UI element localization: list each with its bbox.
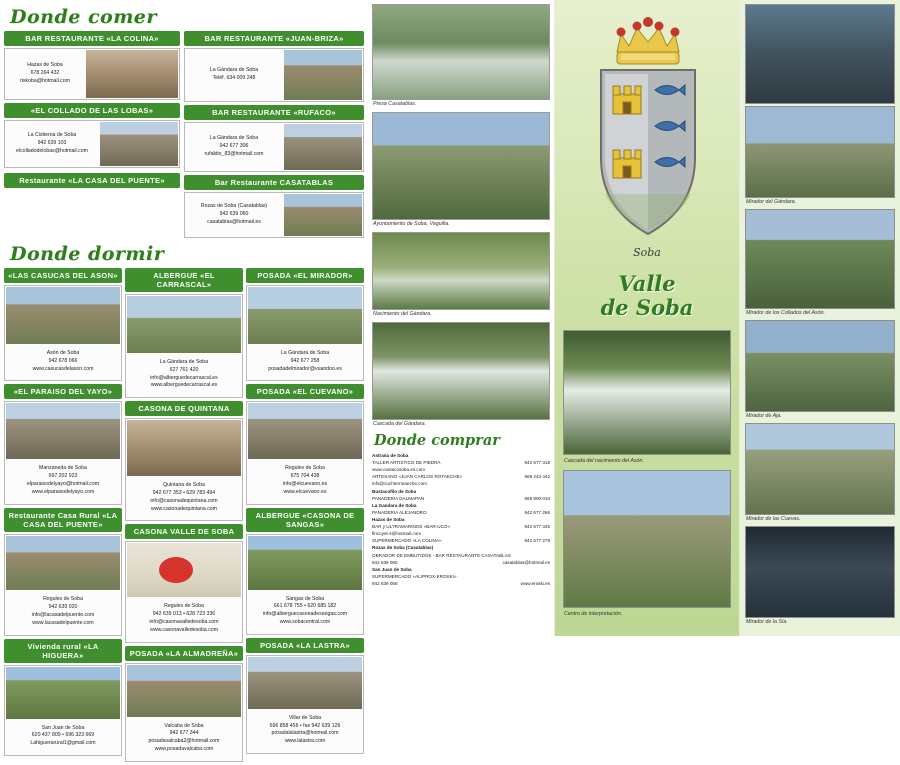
sleep-header-6: Restaurante Casa Rural «LA CASA DEL PUENTE» (4, 508, 122, 533)
eat-line: 942 639 103 (37, 140, 67, 147)
sleep-line: 942 639 013 • 628 723 336 (152, 611, 216, 618)
shop-detail: SUPERMERCADO «ALIPROX-EROSKI» (372, 573, 457, 579)
eat-line: Teléf. 634 009 248 (212, 75, 256, 81)
sleep-line: 697 202 923 (48, 473, 78, 480)
shop-detail: PANADERIA ALEJANDRO (372, 509, 427, 515)
sleep-card-9[interactable] (4, 665, 122, 756)
soba-label: Soba (633, 246, 661, 259)
sleep-contact-8 (248, 590, 362, 633)
sleep-line: San Juan de Soba (41, 724, 85, 731)
caption-presa: Presa Casatablas. (373, 101, 417, 107)
sleep-contact-6 (6, 590, 120, 633)
sleep-photo-1 (127, 296, 241, 353)
shop-detail: SUPERMERCADO «LA COLINA» (372, 538, 442, 544)
eat-header-2: Restaurante «LA CASA DEL PUENTE» (4, 173, 180, 188)
sleep-line: Sangas de Soba (285, 595, 325, 602)
sleep-line: 942 678 066 (48, 357, 78, 364)
binoculars-viewpoint-photo (745, 4, 895, 104)
miradores-panel (740, 0, 900, 636)
sleep-line: Quintana de Soba (163, 482, 205, 489)
sleep-line: 675 704 438 (290, 473, 320, 480)
sleep-header-0: «LAS CASUCAS DEL ASON» (4, 268, 122, 283)
sleep-header-7: CASONA VALLE DE SOBA (125, 524, 243, 539)
sleep-line: posadavalcaba2@hotmail.com (148, 738, 220, 745)
section-title-comer: Donde comer (10, 6, 157, 28)
sleep-line: www.elcuevano.es (283, 488, 327, 495)
eat-line: La Cistierna de Soba (27, 132, 77, 139)
eat-photo-3 (284, 50, 362, 100)
shop-town: Bustacofilo de Soba (372, 488, 417, 494)
eat-header-1: «EL COLLADO DE LAS LOBAS» (4, 103, 180, 118)
sleep-card-2[interactable] (246, 285, 364, 381)
eat-contact-3 (186, 50, 282, 100)
shop-extra: casatablas@hotmail.es (502, 559, 550, 565)
sleep-line: www.lacasadelpuente.com (32, 619, 94, 626)
eat-header-4: BAR RESTAURANTE «RUFACO» (184, 105, 364, 120)
mirador-de-la-sia-photo (745, 526, 895, 618)
sleep-photo-2 (248, 287, 362, 344)
eat-grid (4, 31, 364, 241)
sleep-line: info@casonadequintana.com (150, 497, 218, 504)
sleep-card-6[interactable] (4, 534, 122, 635)
sleep-card-7[interactable] (125, 541, 243, 642)
sleep-photo-11 (248, 657, 362, 709)
eat-header-0: BAR RESTAURANTE «LA COLINA» (4, 31, 180, 46)
sleep-card-0[interactable] (4, 285, 122, 381)
sleep-contact-3 (6, 459, 120, 502)
sleep-header-10: POSADA «LA ALMADREÑA» (125, 646, 243, 661)
sleep-line: 942 677 344 (169, 730, 199, 737)
sleep-line: www.casucasdelason.com (32, 365, 94, 372)
shop-item (372, 566, 550, 587)
eat-header-5: Bar Restaurante CASATABLAS (184, 175, 364, 190)
shop-extra: www.eroski.es (520, 580, 550, 586)
sleep-line: La Gándara de Soba (280, 350, 330, 356)
shop-town: Hazas de Soba (372, 516, 405, 522)
sleep-contact-7 (127, 597, 241, 640)
sleep-photo-9 (6, 667, 120, 719)
sleep-line: posadalalastra@hotmail.com (271, 730, 339, 737)
sleep-line: info@elcuevano.es (282, 480, 328, 487)
caption-mirador-cuevas: Mirador de las Cuevas. (746, 516, 801, 522)
sleep-header-3: «EL PARAISO DEL YAYO» (4, 384, 122, 399)
nacimiento-gandara-photo (372, 232, 550, 310)
eat-line: elcolladodelobas@hotmail.com (16, 147, 88, 154)
mirador-collados-ason-photo (745, 209, 895, 309)
shop-town: Astrana de Soba (372, 453, 409, 458)
sleep-line: Valcaba de Soba (164, 722, 204, 729)
sleep-header-2: POSADA «EL MIRADOR» (246, 268, 364, 283)
caption-ayuntamiento: Ayuntamiento de Soba, Veguilla. (373, 221, 450, 227)
sleep-line: La Gándara de Soba (159, 359, 209, 365)
sleep-header-11: POSADA «LA LASTRA» (246, 638, 364, 653)
eat-column-left (4, 31, 180, 241)
sleep-line: Lahiguerarural1@gmail.com (30, 740, 96, 747)
shop-town: La Gandara de Soba (372, 502, 417, 508)
sleep-line: www.elparaisodelyayo.com (31, 488, 95, 495)
caption-mirador-sia: Mirador de la Sía. (746, 619, 788, 625)
sleep-line: 620 437 809 • 696 323 669 (31, 732, 95, 739)
sleep-header-9: Vivienda rural «LA HIGUERA» (4, 639, 122, 663)
sleep-line: Regules de Soba (43, 596, 83, 603)
sleep-header-5: POSADA «EL CUEVANO» (246, 384, 364, 399)
eat-photo-4 (284, 124, 362, 170)
sleep-contact-2 (248, 344, 362, 379)
eat-line: rufakito_83@hotmail.com (204, 150, 264, 157)
sleep-line: info@alberguecasonadesangas.com (262, 611, 348, 618)
ayuntamiento-soba-photo (372, 112, 550, 220)
eat-line: Rozas de Soba (Casatablas) (200, 203, 268, 210)
sleep-line: 696 858 456 • fax 942 639 126 (269, 722, 341, 729)
eat-contact-1 (6, 122, 98, 166)
mirador-del-gandara-photo (745, 106, 895, 198)
shop-extra: www.cantacosoba.es.com (372, 467, 426, 473)
sleep-card-11[interactable] (246, 655, 364, 754)
sleep-contact-4 (127, 476, 241, 519)
sleep-contact-11 (248, 709, 362, 752)
presa-casatablas-photo (372, 4, 550, 100)
sleep-line: 942 639 020 (48, 604, 78, 611)
eat-contact-4 (186, 124, 282, 170)
coat-of-arms-soba (555, 8, 741, 258)
caption-cascada-gandara: Cascada del Gándara. (373, 421, 427, 427)
sleep-column-1 (4, 268, 122, 765)
shop-phone: 942 639 058 (372, 580, 398, 586)
sleep-line: Regules de Soba (285, 465, 325, 472)
shop-phone: 669 243 442 (524, 474, 550, 480)
sleep-line: www.casonavalledesoba.com (149, 626, 219, 633)
shop-phone: 942 677 345 (524, 524, 550, 530)
eat-photo-5 (284, 194, 362, 236)
caption-cascada-ason: Cascada del nacimiento del Asón. (564, 458, 644, 464)
shop-phone: 665 800 010 (524, 495, 550, 501)
sleep-line: 942 677 353 • 629 783 494 (152, 489, 216, 496)
eat-line: Hazas de Soba (27, 62, 63, 69)
shop-town: Rozas de Soba (Casatablas) (372, 545, 434, 551)
sleep-line: www.posadavalcaba.com (154, 745, 214, 752)
cascada-nacimiento-ason-photo (563, 330, 731, 455)
eat-line: riskoba@hotmail.com (20, 77, 70, 84)
sleep-line: Manzaneda de Soba (39, 465, 87, 472)
title-line-1: Valle (618, 271, 676, 296)
sleep-line: www.casonadequintana.com (150, 505, 218, 512)
sleep-card-3[interactable] (4, 401, 122, 504)
shop-item (372, 488, 550, 502)
sleep-card-1[interactable] (125, 294, 243, 398)
cover-panel (554, 0, 740, 636)
sleep-column-3 (246, 268, 364, 765)
sleep-line: www.lalastra.com (284, 738, 326, 745)
sleep-line: elparaisodelyayo@hotmail.com (26, 480, 100, 487)
eat-card-4[interactable] (184, 122, 364, 172)
shop-phone: 942 639 060 (372, 559, 398, 565)
shop-extra: info@cuchterrotaeche.com (372, 481, 427, 487)
sleep-contact-0 (6, 344, 120, 379)
eat-line: casatablas@hotmail.es (207, 218, 261, 225)
title-line-2: de Soba (600, 295, 694, 321)
section-title-dormir: Donde dormir (10, 243, 165, 265)
shop-item (372, 502, 550, 516)
eat-card-0[interactable] (4, 48, 180, 100)
sleep-grid (4, 268, 364, 765)
sleep-line: posadadelmirador@vuandoo.es (268, 365, 342, 372)
sleep-card-10[interactable] (125, 663, 243, 762)
eat-line: La Gándara de Soba (209, 135, 259, 142)
eat-card-3[interactable] (184, 48, 364, 102)
shop-phone: 942 677 318 (524, 460, 550, 466)
mirador-de-aja-photo (745, 320, 895, 412)
sleep-card-4[interactable] (125, 418, 243, 521)
sleep-photo-3 (6, 403, 120, 459)
centro-interpretacion-photo (563, 470, 731, 608)
eat-photo-0 (86, 50, 178, 98)
sleep-photo-8 (248, 536, 362, 590)
eat-line: La Gándara de Soba (209, 67, 259, 74)
sleep-photo-4 (127, 420, 241, 476)
sleep-contact-1 (127, 353, 241, 396)
sleep-header-8: ALBERGUE «CASONA DE SANGAS» (246, 508, 364, 532)
eat-photo-1 (100, 122, 178, 166)
sleep-header-1: ALBERGUE «EL CARRASCAL» (125, 268, 243, 292)
sleep-line: info@alberguedecarrascal.es (150, 374, 218, 381)
scenery-panel (368, 0, 554, 636)
eat-contact-0 (6, 50, 84, 98)
sleep-photo-0 (6, 287, 120, 344)
shop-item (372, 544, 550, 565)
shop-item (372, 516, 550, 544)
shop-phone: 942 677 278 (524, 538, 550, 544)
page-title (555, 272, 739, 320)
eat-header-3: BAR RESTAURANTE «JUAN-BRIZA» (184, 31, 364, 46)
shop-town: San Juan de Soba (372, 566, 412, 572)
sleep-line: info@lacasadelpuente.com (31, 611, 95, 618)
sleep-column-2 (125, 268, 243, 765)
caption-mirador-aja: Mirador de Aja. (746, 413, 782, 419)
sleep-card-8[interactable] (246, 534, 364, 635)
caption-mirador-gandara: Mirador del Gándara. (746, 199, 797, 205)
logo-dot (159, 557, 193, 583)
eat-line: 942 677 306 (219, 143, 249, 150)
sleep-line: www.sobacentral.com (279, 618, 331, 625)
sleep-photo-6 (6, 536, 120, 590)
shop-detail: TALLER ARTISTICO DE PIEDRA (372, 460, 441, 466)
eat-card-1[interactable] (4, 120, 180, 168)
mirador-las-cuevas-photo (745, 423, 895, 515)
sleep-line: Villar de Soba (288, 714, 322, 721)
sleep-card-5[interactable] (246, 401, 364, 504)
eat-contact-5 (186, 194, 282, 236)
shop-item (372, 473, 550, 487)
shop-extra: fincoyel-4@hotmail.com (372, 531, 422, 537)
sleep-photo-5 (248, 403, 362, 459)
caption-centro: Centro de interpretación. (564, 611, 623, 617)
sleep-contact-9 (6, 719, 120, 754)
sleep-line: 661 678 755 • 620 685 182 (273, 603, 337, 610)
listings-panel (0, 0, 368, 752)
cascada-gandara-photo (372, 322, 550, 420)
sleep-line: Asón de Soba (46, 350, 80, 356)
section-title-comprar: Donde comprar (374, 432, 500, 449)
sleep-line: Regules de Soba (164, 603, 204, 610)
sleep-line: www.alberguedecarrascal.es (150, 382, 218, 389)
shop-detail: BAR y ULTRAMARINOS «BAR-UCO» (372, 524, 451, 530)
sleep-photo-10 (127, 665, 241, 717)
eat-line: 678 264 432 (30, 70, 60, 77)
shop-item (372, 452, 550, 473)
eat-column-right (184, 31, 364, 241)
caption-nacimiento: Nacimiento del Gándara. (373, 311, 432, 317)
shop-detail: OBRADOR DE EMBUTIDOS - BAR RESTAURANTE CASATABLAS (372, 552, 511, 558)
sleep-line: info@casonavalledesoba.com (149, 618, 219, 625)
sleep-contact-10 (127, 717, 241, 760)
sleep-photo-7 (127, 543, 241, 597)
shop-detail: PANADERIA DALMAPAN (372, 495, 425, 501)
shop-phone: 942 677 266 (524, 509, 550, 515)
sleep-contact-5 (248, 459, 362, 502)
caption-mirador-collados: Mirador de los Collados del Asón. (746, 310, 826, 316)
sleep-line: 627 761 420 (169, 366, 199, 373)
eat-line: 942 639 060 (219, 211, 249, 218)
shop-detail: ARTESANO «JUAN CARLOS ROTAECHE» (372, 474, 463, 480)
sleep-line: 942 677 258 (290, 357, 320, 364)
eat-card-5[interactable] (184, 192, 364, 238)
sleep-header-4: CASONA DE QUINTANA (125, 401, 243, 416)
shops-list (372, 452, 550, 587)
